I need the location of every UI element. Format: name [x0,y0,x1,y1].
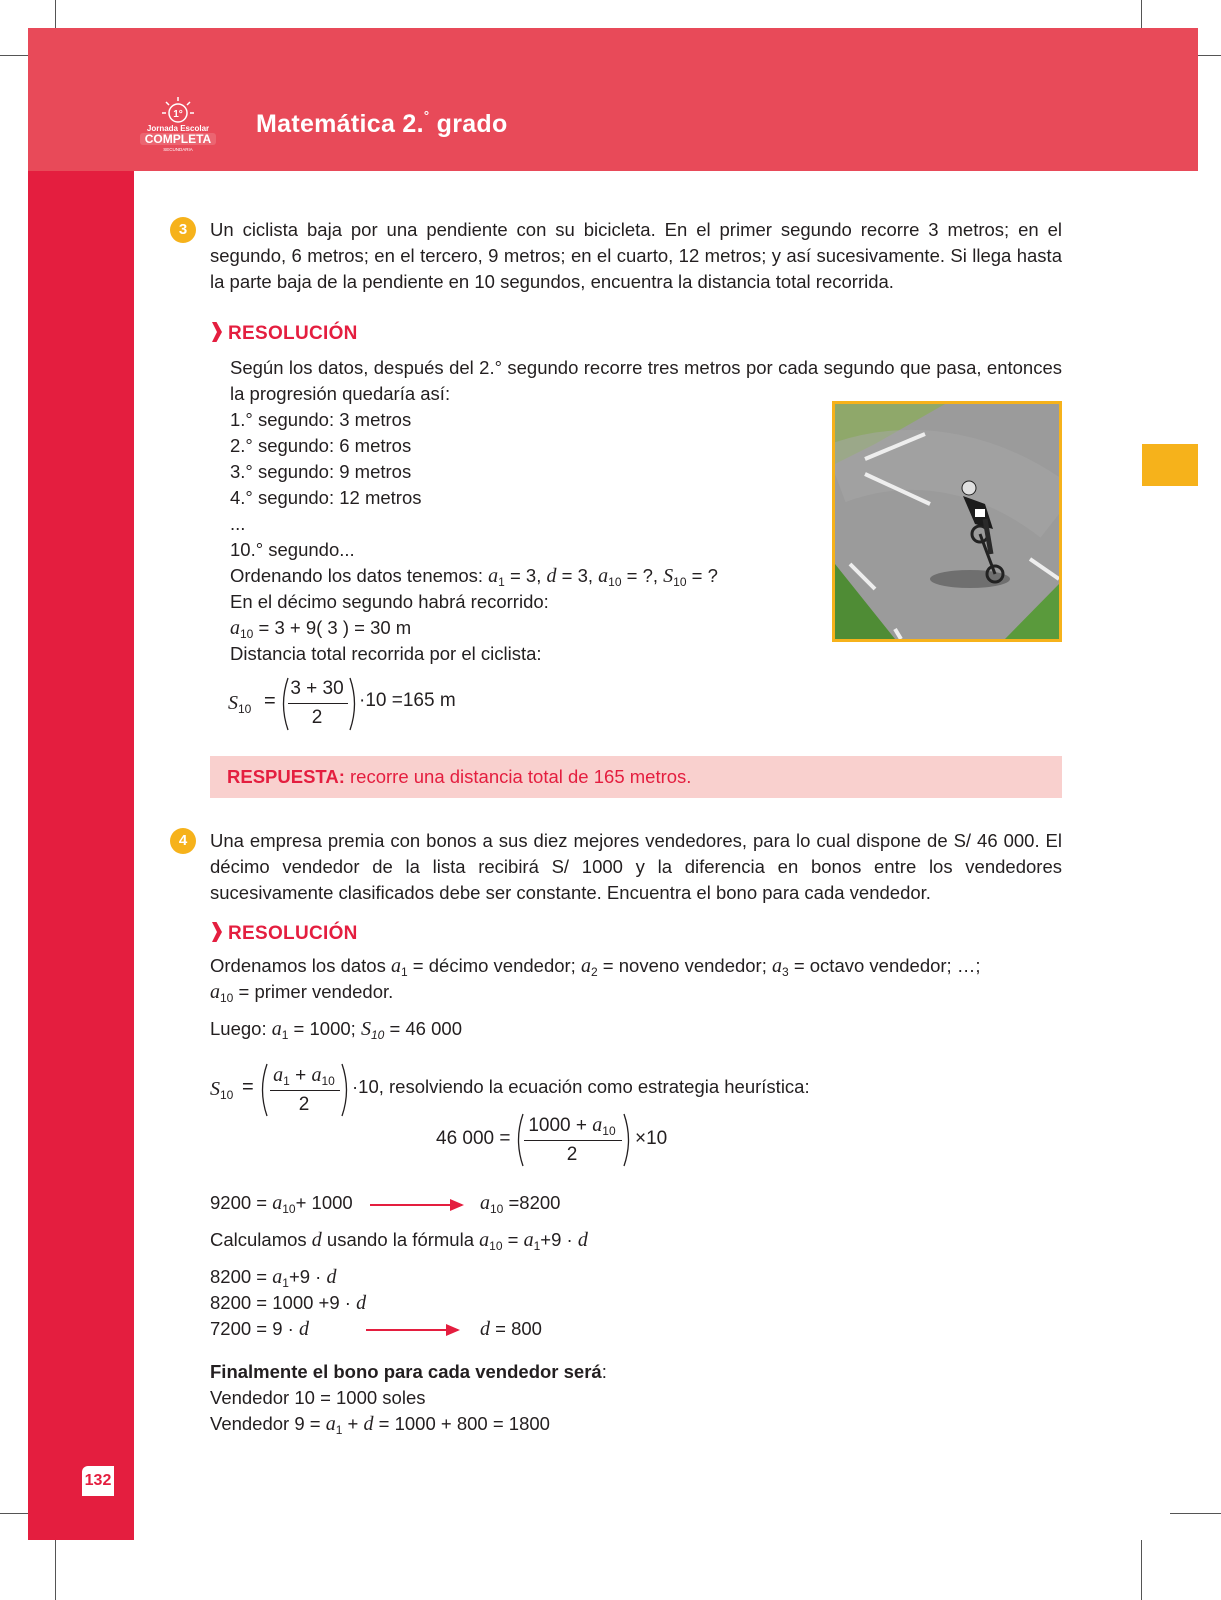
eq2-denominator: 2 [566,1144,578,1165]
final-block [210,1359,810,1437]
calc-tail: +9 · [540,1229,578,1250]
s3-text: 8200 = 1000 +9 · [210,1292,357,1313]
answer-box [210,756,1062,798]
eq2-rest: ×10 [635,1128,668,1149]
logo-text-3: SECUNDARIA [163,147,193,152]
arrow-icon [366,1329,458,1331]
luego-prefix: Luego: [210,1018,272,1039]
step1-right: =8200 [503,1192,561,1213]
jornada-escolar-logo [138,95,218,155]
logo-text-1: Jornada Escolar [146,124,210,133]
eq2-num-text: 1000 + [528,1115,593,1136]
right-paren [622,1112,634,1168]
svg-text:1°: 1° [173,109,183,120]
page-title [256,110,508,139]
title-suffix: grado [429,110,508,138]
title-degree: ° [423,108,430,123]
eq2-numerator: $1000 + a_{10}$ [528,1114,616,1138]
s2-left: 8200 = [210,1266,273,1287]
crop-mark [0,1513,28,1514]
calc-mid: usando la fórmula [321,1229,480,1250]
page-number: 132 [82,1466,114,1496]
answer-text [227,766,691,788]
fraction-numerator: 3 + 30 [290,678,344,699]
s10-formula-4 [210,1062,910,1118]
ordering-text-4 [210,953,1070,1005]
ordering-label: Ordenando los datos tenemos: [230,565,489,586]
luego-s10: = 46 000 [384,1018,462,1039]
crop-mark [55,1540,56,1600]
problem-number-4: 4 [170,828,196,854]
logo-text-2: COMPLETA [144,132,212,146]
s10-symbol: $S_{10}$ [210,1078,234,1102]
sequence-item: 4.° segundo: 12 metros [230,487,422,508]
resolution-heading-4 [212,922,358,945]
total-label: Distancia total recorrida por el ciclista: [230,643,542,664]
cyclist-illustration [835,404,1059,639]
sequence-list [230,407,790,667]
v9-tail: = 1000 + 800 = 1800 [373,1413,550,1434]
step-9200: $9200 = a_{10}+ 1000$ [210,1192,353,1216]
ordering-prefix: Ordenamos los datos [210,955,391,976]
step-3: 8200 = 1000 +9 · d [210,1292,367,1314]
resolution-3-intro: Según los datos, después del 2.° segundo recorre tres metros por cada segundo que pasa, entonces la progresión quedaría así: [230,357,1062,404]
eq2-left: 46 000 = [436,1128,511,1149]
sequence-item: 1.° segundo: 3 metros [230,409,412,430]
ordering-line-1: Ordenamos los datos $a_1$ = décimo vendedor; $a_2$ = noveno vendedor; $a_3$ = octavo vendedor; …; [210,955,981,979]
s4-text: 7200 = 9 · [210,1318,299,1339]
chevron-icon [212,922,222,942]
resolution-heading-3 [212,322,358,345]
step-2: $8200 = a_1+9 \cdot d$ [210,1266,337,1290]
resolution-title: RESOLUCIÓN [228,923,358,944]
step1-result: $a_{10} =8200$ [480,1192,561,1216]
step1-left: 9200 = [210,1192,273,1213]
crop-mark [1141,0,1142,28]
sequence-item: ... [230,513,246,534]
fraction-result: ·10 =165 m [359,690,456,711]
crop-mark [1170,1513,1221,1514]
calc-line: Calculamos d usando la fórmula $a_{10} = a_1+9 \cdot d$ [210,1229,588,1253]
a10-eq-text: = 3 + 9( 3 ) = 30 m [253,617,412,638]
luego-a1: = 1000; [288,1018,361,1039]
section-tab [1142,444,1198,486]
right-paren [340,1062,352,1118]
problem-number-3: 3 [170,217,196,243]
a10-equation: $a_{10} = 3 + 9$( 3 ) = 30 m [230,617,412,641]
ordering-line: Ordenando los datos tenemos: $a_1 = 3$, d = 3, $a_{10}$ = ?, $S_{10}$ = ? [230,565,718,589]
resolution-title: RESOLUCIÓN [228,323,358,344]
answer-value: recorre una distancia total de 165 metros. [344,766,692,787]
v9-mid: + [342,1413,364,1434]
arrow-icon [370,1204,462,1206]
s10-formula-3 [228,676,528,732]
crop-mark [0,55,28,56]
side-bar [28,171,134,1540]
v9-prefix: Vendedor 9 = [210,1413,326,1434]
calc-prefix: Calculamos [210,1229,312,1250]
answer-label: RESPUESTA: [227,766,345,787]
equals-sign: = [264,690,276,712]
s10-symbol: $S_{10}$ [228,692,252,716]
fraction-bar [524,1140,622,1141]
final-title [210,1359,810,1385]
final-title-text: Finalmente el bono para cada vendedor será [210,1361,602,1382]
step-4: 7200 = 9 · d [210,1318,309,1340]
fraction-denominator: 2 [298,1094,310,1115]
ordering-a3: = octavo vendedor; …; [788,955,981,976]
crop-mark [55,0,56,28]
crop-mark [1141,1540,1142,1600]
step1-mid: + 1000 [295,1192,353,1213]
chevron-icon [212,322,222,342]
vendor-9: Vendedor $9 = a_1 + d = 1000 + 800 = 1800$ [210,1413,550,1437]
sequence-item: 3.° segundo: 9 metros [230,461,412,482]
problem-3-statement: Un ciclista baja por una pendiente con su bicicleta. En el primer segundo recorre 3 metros; en el segundo, 6 metros; en el tercero, 9 metros; en el cuarto, 12 metros; y así sucesivamente. Si llega hasta la parte baja de la pendiente en 10 segundos, encuentra la distancia total recorrida. [210,219,1062,292]
luego-line: Luego: $a_1 = 1000$; $S_{10} = 46$ 000 [210,1018,462,1042]
d-result: d = 800 [480,1318,542,1340]
ordering-a2: = noveno vendedor; [597,955,772,976]
sequence-item: 10.° segundo... [230,539,355,560]
ordering-a1: = décimo vendedor; [407,955,581,976]
ordering-line-2: $a_{10}$ = primer vendedor. [210,981,394,1005]
fraction-numerator: $a_1 + a_{10}$ [273,1064,335,1088]
tenth-label: En el décimo segundo habrá recorrido: [230,591,549,612]
calc-eq: = [502,1229,524,1250]
s4-right: = 800 [490,1318,542,1339]
cyclist-photo [832,401,1062,642]
s2-tail: +9 · [288,1266,327,1287]
equals-sign: = [242,1076,254,1098]
vendor-10: Vendedor 10 = 1000 soles [210,1387,426,1408]
fraction-bar [270,1090,340,1091]
fraction-denominator: 2 [311,707,323,728]
ordering-a10: = primer vendedor. [233,981,394,1002]
sequence-item: 2.° segundo: 6 metros [230,435,412,456]
fraction-bar [288,703,348,704]
final-colon: : [601,1361,607,1382]
title-main: Matemática 2. [256,110,424,138]
problem-4-statement: Una empresa premia con bonos a sus diez mejores vendedores, para lo cual dispone de S/ 46 000. El décimo vendedor de la lista recibirá S/ 1000 y la diferencia en bonos entre los vendedores sucesivamente clasificados debe ser constante. Encuentra el bono para cada vendedor. [210,830,1062,903]
formula-rest: ·10, resolviendo la ecuación como estrategia heurística: [352,1076,810,1097]
equation-46000 [436,1112,696,1168]
